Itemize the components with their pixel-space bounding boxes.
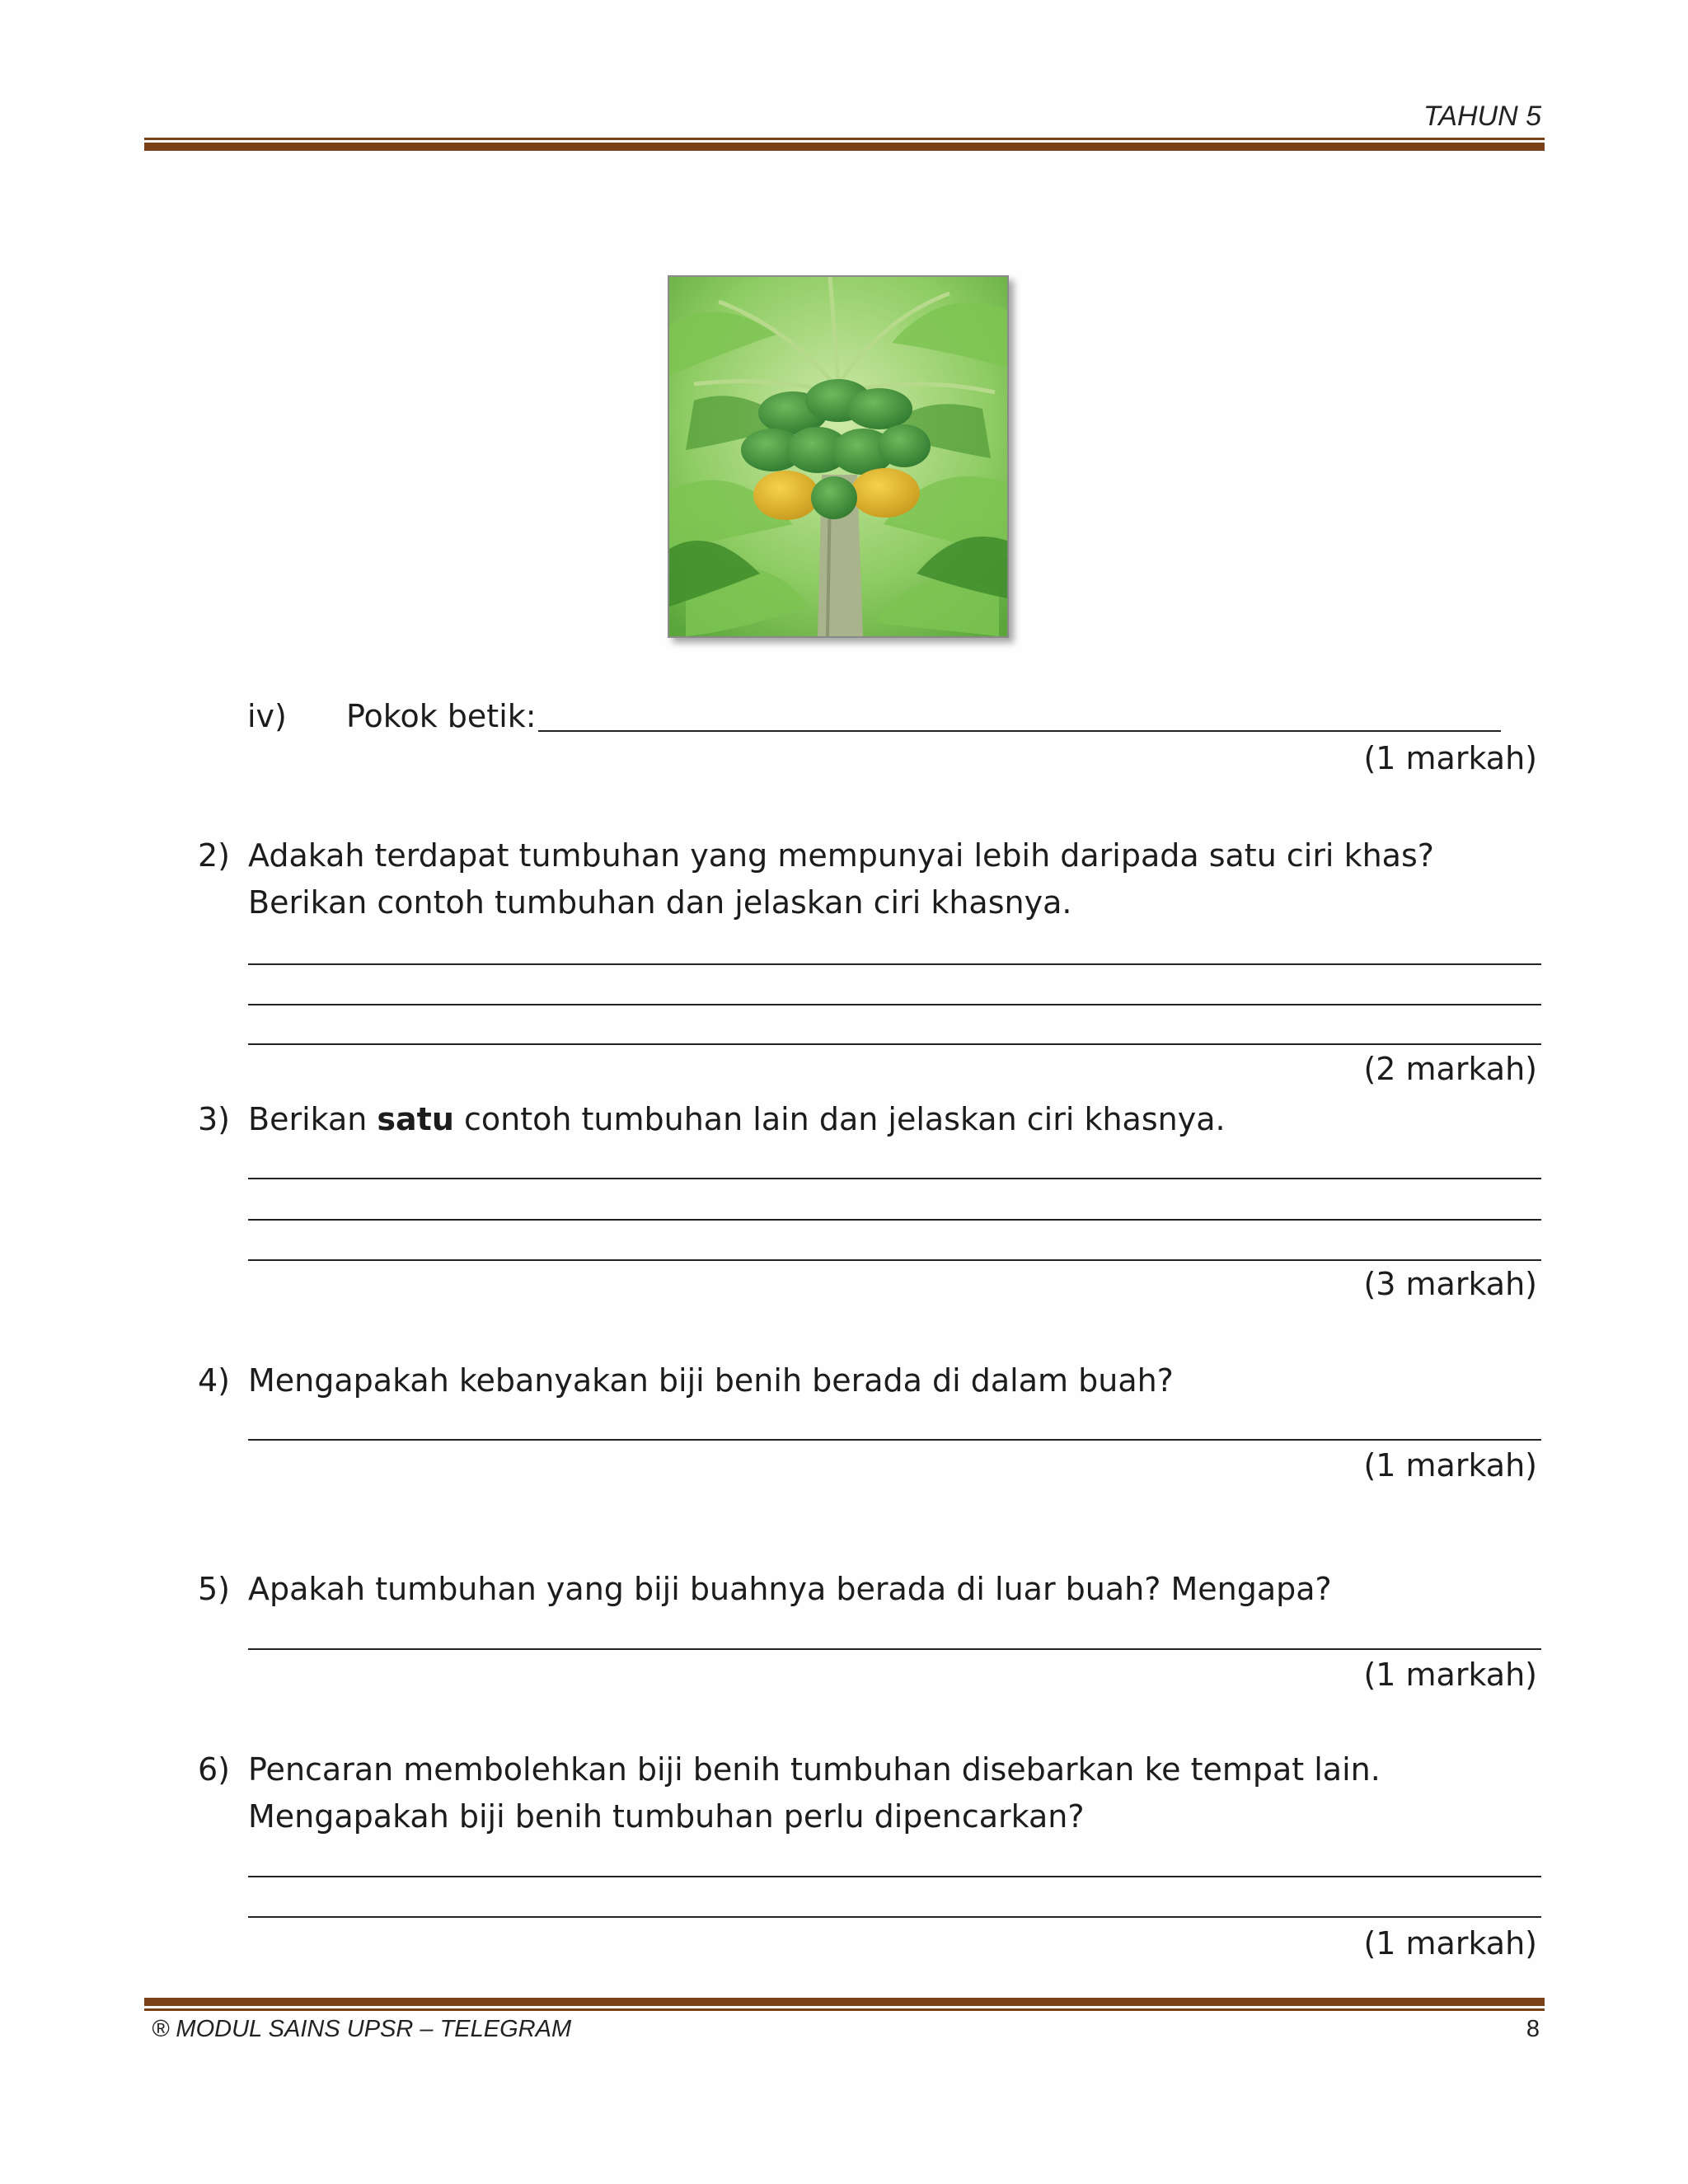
q4-text: Mengapakah kebanyakan biji benih berada di dalam buah? [248,1362,1174,1399]
q3-text [248,1095,1226,1143]
q3-answer-line-3[interactable] [248,1259,1541,1261]
q4-marks: (1 markah) [1363,1447,1537,1483]
q4-answer-line[interactable] [248,1439,1541,1441]
q5-answer-line[interactable] [248,1648,1541,1650]
q6-marks: (1 markah) [1363,1925,1537,1961]
q3-answer-line-2[interactable] [248,1219,1541,1221]
q3-text-post: contoh tumbuhan lain dan jelaskan ciri khasnya. [453,1101,1226,1137]
q3-text-pre: Berikan [248,1101,377,1137]
header-rule-thick [144,143,1545,151]
q1iv-marks: (1 markah) [1363,740,1537,776]
page-number: 8 [1526,2016,1540,2042]
footer-module-title: ® MODUL SAINS UPSR – TELEGRAM [152,2016,572,2042]
q2-marks: (2 markah) [1363,1051,1537,1087]
q6-text-line1: Pencaran membolehkan biji benih tumbuhan disebarkan ke tempat lain. [248,1751,1381,1788]
q4-number: 4) [198,1362,231,1399]
header-rule-thin [144,138,1545,140]
footer-rule-thick [144,1998,1545,2006]
q6-text-line2: Mengapakah biji benih tumbuhan perlu dipencarkan? [248,1798,1085,1835]
q2-text-line2: Berikan contoh tumbuhan dan jelaskan ciri khasnya. [248,884,1072,921]
q6-answer-line-1[interactable] [248,1876,1541,1877]
q2-answer-line-3[interactable] [248,1043,1541,1045]
q3-text-bold: satu [377,1101,454,1137]
q3-number: 3) [198,1101,231,1137]
q2-answer-line-2[interactable] [248,1004,1541,1005]
q5-marks: (1 markah) [1363,1657,1537,1693]
q5-number: 5) [198,1571,231,1607]
q5-text: Apakah tumbuhan yang biji buahnya berada di luar buah? Mengapa? [248,1571,1332,1607]
papaya-tree-image [668,275,1009,638]
q1iv-number: iv) [247,698,287,734]
q6-number: 6) [198,1751,231,1788]
q6-answer-line-2[interactable] [248,1916,1541,1918]
q1iv-answer-line[interactable] [538,730,1501,732]
q2-number: 2) [198,837,231,874]
header-label: TAHUN 5 [1423,101,1541,132]
q2-text-line1: Adakah terdapat tumbuhan yang mempunyai lebih daripada satu ciri khas? [248,837,1434,874]
q2-answer-line-1[interactable] [248,963,1541,965]
q1iv-text: Pokok betik: [346,698,537,734]
q3-answer-line-1[interactable] [248,1178,1541,1179]
q3-marks: (3 markah) [1363,1266,1537,1302]
footer-rule-thin [144,2008,1545,2011]
